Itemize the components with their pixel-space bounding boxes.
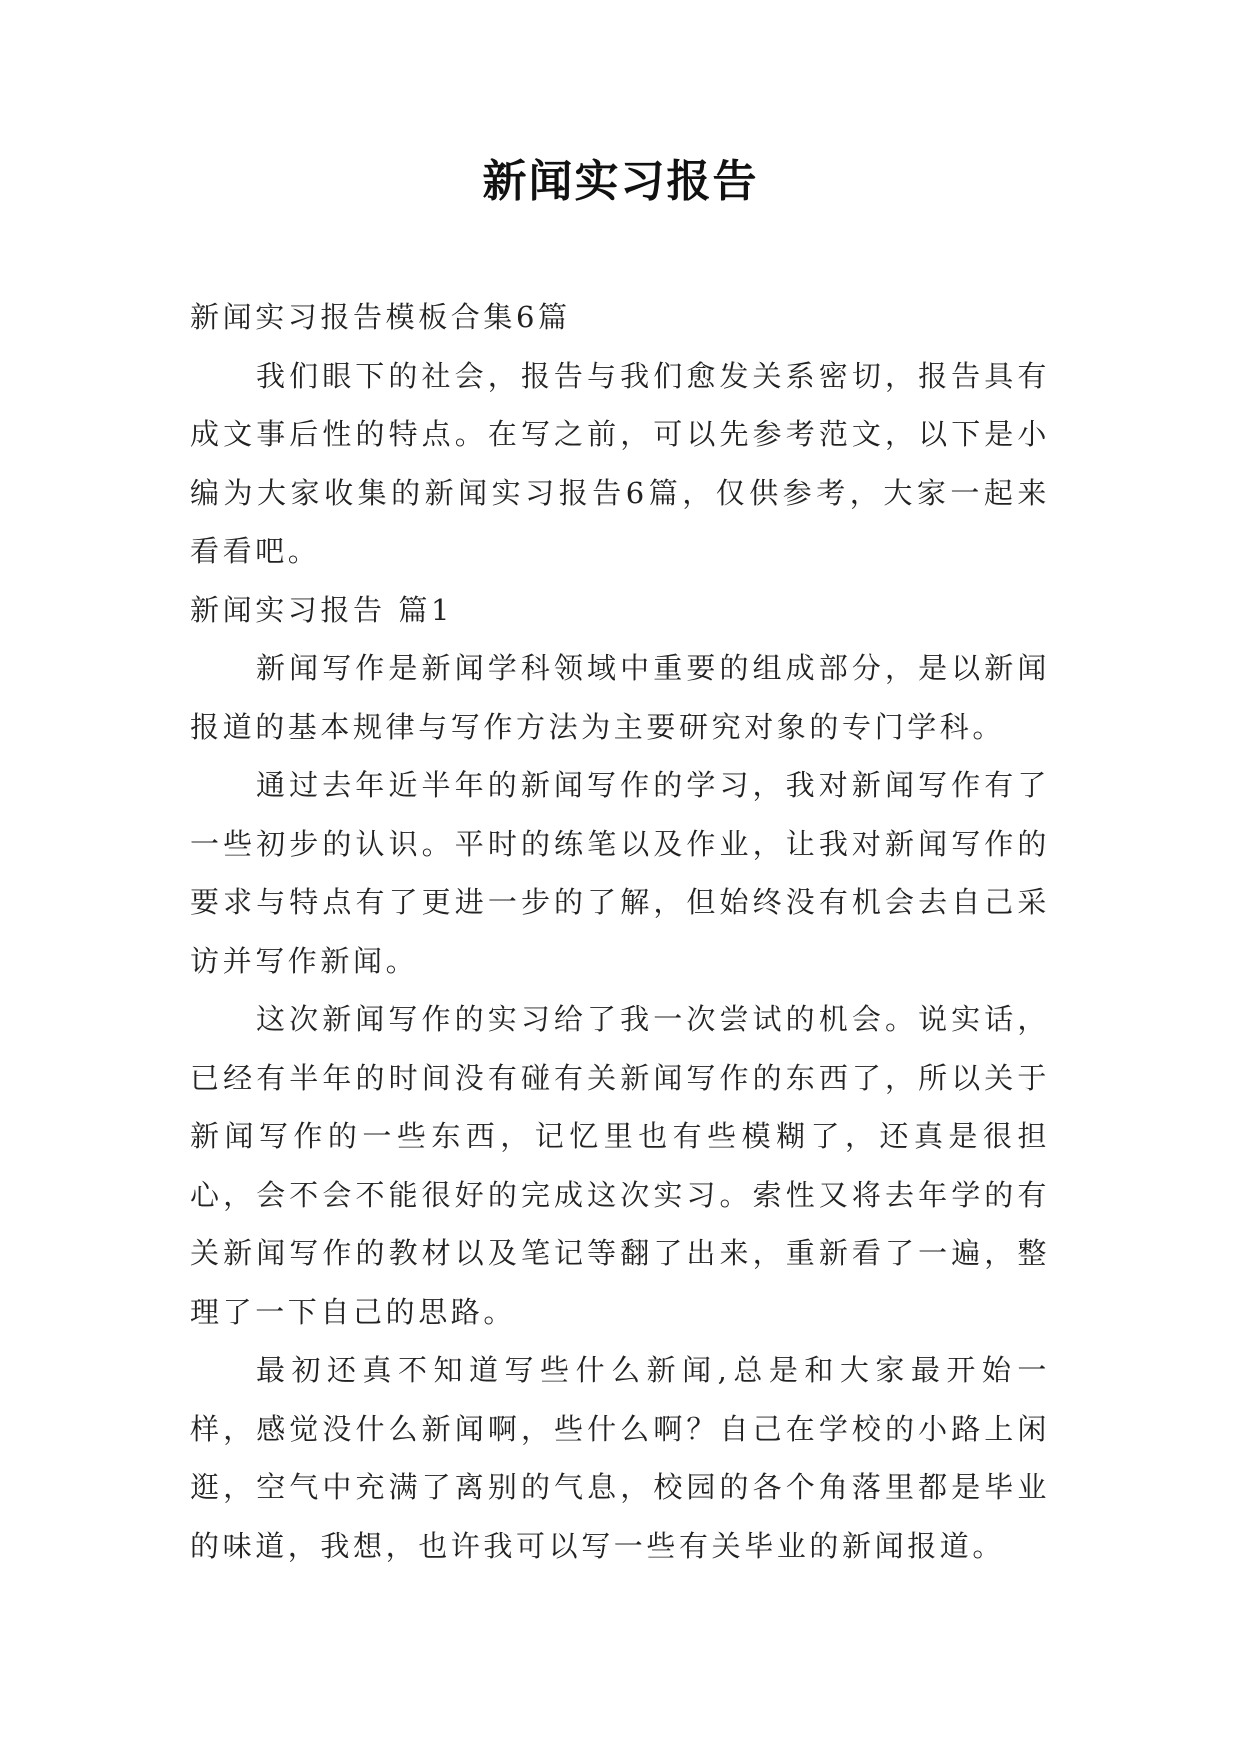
body-paragraph: 最初还真不知道写些什么新闻,总是和大家最开始一样，感觉没什么新闻啊，些什么啊？自己在学校的小路上闲逛，空气中充满了离别的气息，校园的各个角落里都是毕业的味道，我想，也许我可以写一些有关毕业的新闻报道。: [190, 1353, 1050, 1563]
body-paragraph: 新闻写作是新闻学科领域中重要的组成部分，是以新闻报道的基本规律与写作方法为主要研究对象的专门学科。: [190, 651, 1050, 744]
collection-heading: 新闻实习报告模板合集6篇: [190, 300, 571, 334]
body-paragraph: 通过去年近半年的新闻写作的学习，我对新闻写作有了一些初步的认识。平时的练笔以及作业，让我对新闻写作的要求与特点有了更进一步的了解，但始终没有机会去自己采访并写作新闻。: [190, 768, 1050, 978]
section-heading: 新闻实习报告 篇1: [190, 592, 454, 627]
document-title: 新闻实习报告: [482, 156, 759, 207]
body-paragraph: 这次新闻写作的实习给了我一次尝试的机会。说实话，已经有半年的时间没有碰有关新闻写作的东西了，所以关于新闻写作的一些东西，记忆里也有些模糊了，还真是很担心，会不会不能很好的完成这次实习。索性又将去年学的有关新闻写作的教材以及笔记等翻了出来，重新看了一遍，整理了一下自己的思路。: [190, 1002, 1050, 1329]
intro-paragraph: 我们眼下的社会，报告与我们愈发关系密切，报告具有成文事后性的特点。在写之前，可以先参考范文，以下是小编为大家收集的新闻实习报告6篇，仅供参考，大家一起来看看吧。: [190, 358, 1050, 568]
document-body: [190, 288, 1050, 1575]
